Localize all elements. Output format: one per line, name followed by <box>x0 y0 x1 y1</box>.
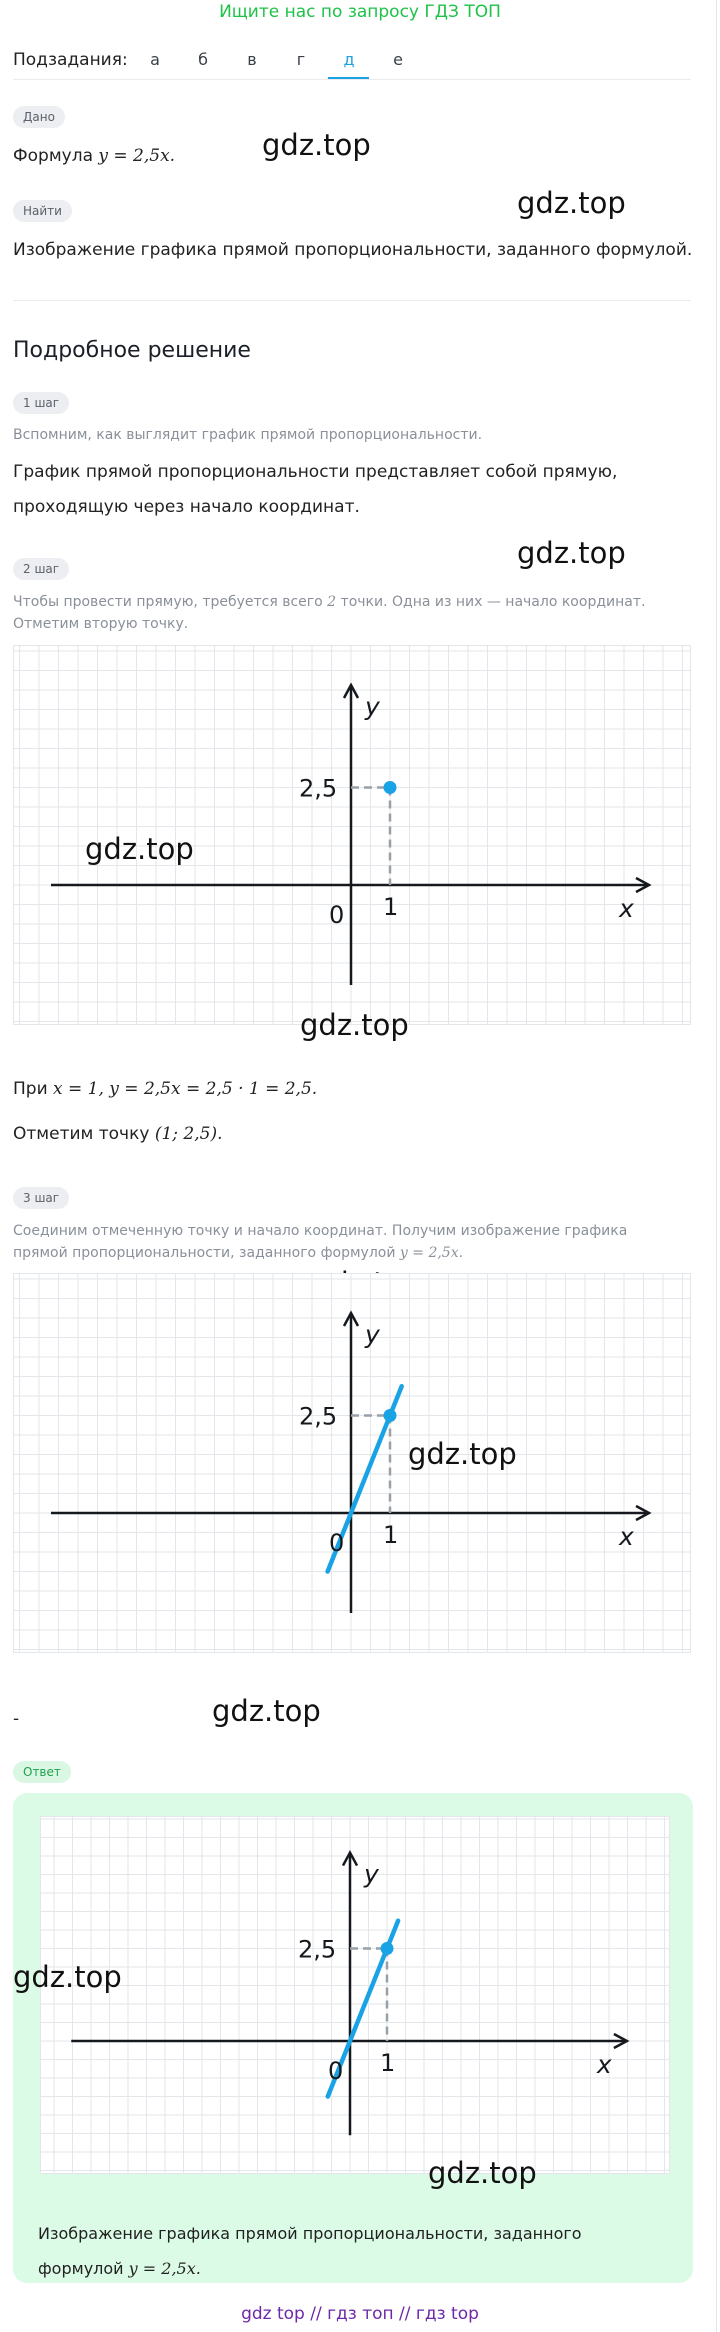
answer-formula: y = 2,5x. <box>128 2259 201 2278</box>
point-1-2-5 <box>381 1942 394 1955</box>
graph-answer <box>40 1816 670 2174</box>
step2-hint <box>13 592 645 613</box>
scrollbar-track[interactable] <box>716 0 717 2332</box>
origin-label: 0 <box>328 2057 344 2085</box>
footer-links[interactable]: gdz top // гдз топ // гдз top <box>241 2304 479 2324</box>
y-tick-label: 2,5 <box>298 1935 337 1964</box>
x-axis-label: x <box>619 894 634 923</box>
point-1-2-5 <box>384 1409 397 1422</box>
tab-b[interactable]: б <box>198 50 208 69</box>
step3-badge: 3 шаг <box>13 1187 69 1209</box>
subtasks-label: Подзадания: <box>13 50 128 70</box>
step1-line1: График прямой пропорциональности представляет собой прямую, <box>13 462 618 482</box>
step2-hint-num: 2 <box>327 594 337 610</box>
answer-line2-prefix: формулой <box>38 2259 129 2278</box>
x-tick-label: 1 <box>383 1521 399 1549</box>
x-axis-label: x <box>596 2050 612 2079</box>
step2-mark-prefix: Отметим точку <box>13 1124 155 1144</box>
y-axis-label: y <box>365 1320 380 1349</box>
solution-title: Подробное решение <box>13 338 251 363</box>
given-text-prefix: Формула <box>13 146 99 166</box>
step2-calc-prefix: При <box>13 1079 54 1099</box>
watermark: gdz.top <box>428 2156 537 2190</box>
watermark: gdz.top <box>212 1694 321 1728</box>
step2-hint-prefix: Чтобы провести прямую, требуется всего <box>13 594 328 610</box>
y-tick-label: 2,5 <box>299 1402 338 1431</box>
graph-line <box>13 1273 691 1653</box>
given-formula: y = 2,5x. <box>98 146 176 166</box>
watermark: gdz.top <box>85 832 194 866</box>
tab-g[interactable]: г <box>296 50 306 69</box>
section-divider <box>13 300 691 301</box>
watermark: gdz.top <box>13 1960 122 1994</box>
point-1-2-5 <box>384 781 397 794</box>
find-badge: Найти <box>13 200 72 222</box>
step2-calc <box>13 1077 317 1101</box>
watermark: gdz.top <box>300 1008 409 1042</box>
x-tick-label: 1 <box>383 893 399 921</box>
x-axis-label: x <box>619 1522 634 1551</box>
step2-calc-formula: x = 1, y = 2,5x = 2,5 · 1 = 2,5. <box>53 1079 318 1099</box>
step1-line2: проходящую через начало координат. <box>13 497 360 517</box>
given-text <box>13 144 175 168</box>
answer-line1: Изображение графика прямой пропорциональности, заданного <box>38 2224 582 2243</box>
given-badge: Дано <box>13 106 65 128</box>
y-axis-label: y <box>364 1859 379 1889</box>
find-text: Изображение графика прямой пропорциональности, заданного формулой. <box>13 240 693 260</box>
tab-e[interactable]: е <box>393 50 403 69</box>
step2-badge: 2 шаг <box>13 558 69 580</box>
dash-text: - <box>13 1709 20 1729</box>
step3-hint-line1: Соединим отмеченную точку и начало координат. Получим изображение графика <box>13 1223 628 1239</box>
step1-badge: 1 шаг <box>13 392 69 414</box>
tab-d[interactable]: д <box>343 50 355 69</box>
y-tick-label: 2,5 <box>299 774 338 803</box>
y-axis-label: y <box>365 692 380 721</box>
tabs-divider <box>13 79 691 80</box>
graph-background <box>40 1816 670 2174</box>
tab-a[interactable]: а <box>150 50 160 69</box>
step2-hint-line2: Отметим вторую точку. <box>13 616 189 632</box>
step3-hint-formula: y = 2,5x. <box>399 1245 464 1261</box>
x-tick-label: 1 <box>380 2049 396 2077</box>
answer-badge: Ответ <box>13 1761 71 1783</box>
origin-label: 0 <box>329 901 345 929</box>
origin-label: 0 <box>329 1529 345 1557</box>
step3-hint-line2 <box>13 1243 463 1264</box>
answer-line2 <box>38 2257 201 2281</box>
tab-v[interactable]: в <box>247 50 257 69</box>
step3-hint-prefix: прямой пропорциональности, заданного формулой <box>13 1245 400 1261</box>
step2-mark-point: (1; 2,5). <box>154 1124 223 1144</box>
watermark: gdz.top <box>262 128 371 162</box>
step2-mark <box>13 1122 222 1146</box>
step2-hint-suffix: точки. Одна из них — начало координат. <box>336 594 646 610</box>
step1-hint: Вспомним, как выглядит график прямой пропорциональности. <box>13 427 483 443</box>
search-promo-link[interactable]: Ищите нас по запросу ГДЗ ТОП <box>219 2 501 22</box>
watermark: gdz.top <box>517 186 626 220</box>
watermark: gdz.top <box>517 536 626 570</box>
watermark: gdz.top <box>408 1437 517 1471</box>
